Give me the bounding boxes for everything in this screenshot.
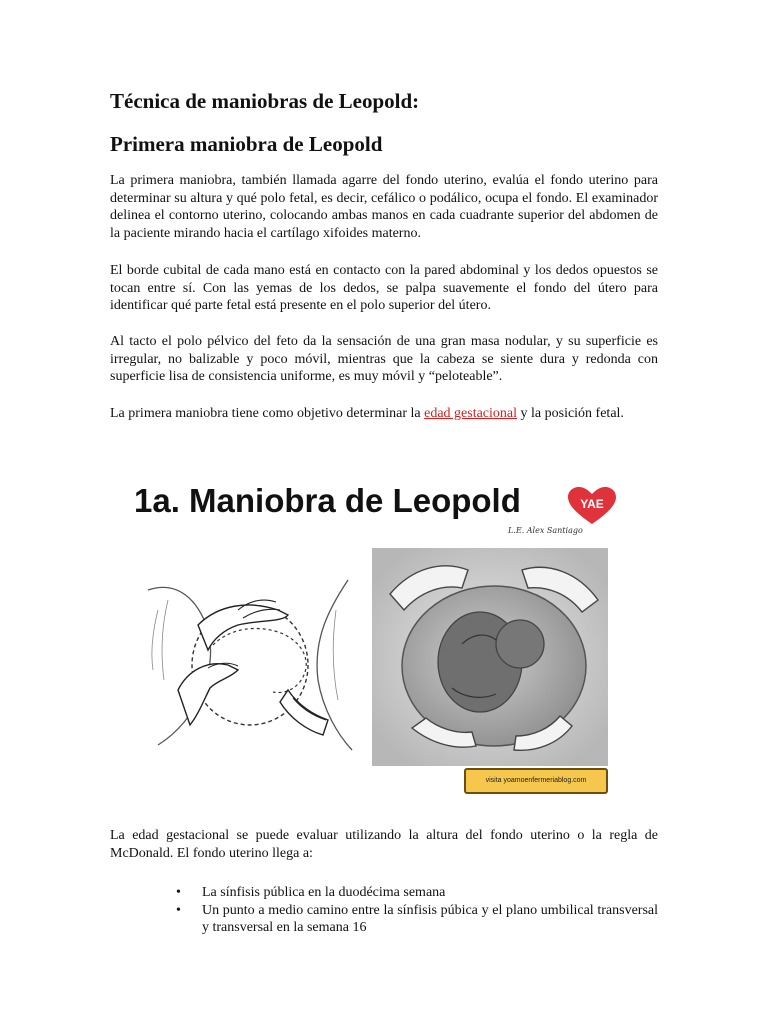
blog-badge: visita yoamoenfermeriablog.com bbox=[464, 768, 608, 794]
figure-title: 1a. Maniobra de Leopold bbox=[134, 482, 521, 519]
paragraph-2: El borde cubital de cada mano está en contacto con la pared abdominal y los dedos opuestos se tocan entre sí. Con las yemas de los dedos, se palpa suavemente el fondo del útero para identificar qué parte fetal está presente en el polo superior del útero. bbox=[110, 263, 658, 313]
bullet-item-2: • Un punto a medio camino entre la sínfisis púbica y el plano umbilical transversal y transversal en la semana 16 bbox=[176, 902, 658, 937]
paragraph-5: La edad gestacional se puede evaluar utilizando la altura del fondo uterino o la regla de McDonald. El fondo uterino llega a: bbox=[110, 828, 658, 861]
edad-gestacional-link[interactable]: edad gestacional bbox=[424, 406, 518, 421]
paragraph-1: La primera maniobra, también llamada agarre del fondo uterino, evalúa el fondo uterino para determinar su altura y qué polo fetal, es decir, cefálico o podálico, ocupa el fondo. El examinador delinea el contorno uterino, colocando ambas manos en cada cuadrante superior del abdomen de la paciente mirando hacia el cartílago xifoides materno. bbox=[110, 173, 658, 241]
paragraph-4-text-after: y la posición fetal. bbox=[517, 406, 624, 421]
paragraph-4 bbox=[110, 405, 658, 423]
paragraph-3: Al tacto el polo pélvico del feto da la sensación de una gran masa nodular, y su superficie es irregular, no balizable y poco móvil, mientras que la cabeza se siente dura y redonda con superficie lisa de consistencia uniforme, es muy móvil y “peloteable”. bbox=[110, 334, 658, 384]
paragraph-4-text-before: La primera maniobra tiene como objetivo determinar la bbox=[110, 406, 425, 421]
bullet-list bbox=[176, 884, 658, 937]
leopold-figure bbox=[126, 470, 626, 800]
heart-logo-icon bbox=[566, 486, 618, 526]
hands-palpating-abdomen-illustration-icon bbox=[138, 570, 362, 760]
fetus-in-uterus-illustration-icon bbox=[372, 548, 608, 766]
figure-signature: L.E. Alex Santiago bbox=[508, 526, 583, 535]
document-title: Técnica de maniobras de Leopold: bbox=[110, 89, 420, 113]
logo-text: YAE bbox=[580, 497, 604, 511]
bullet-item-1: • La sínfisis pública en la duodécima semana bbox=[176, 884, 658, 902]
section-title: Primera maniobra de Leopold bbox=[110, 132, 383, 156]
